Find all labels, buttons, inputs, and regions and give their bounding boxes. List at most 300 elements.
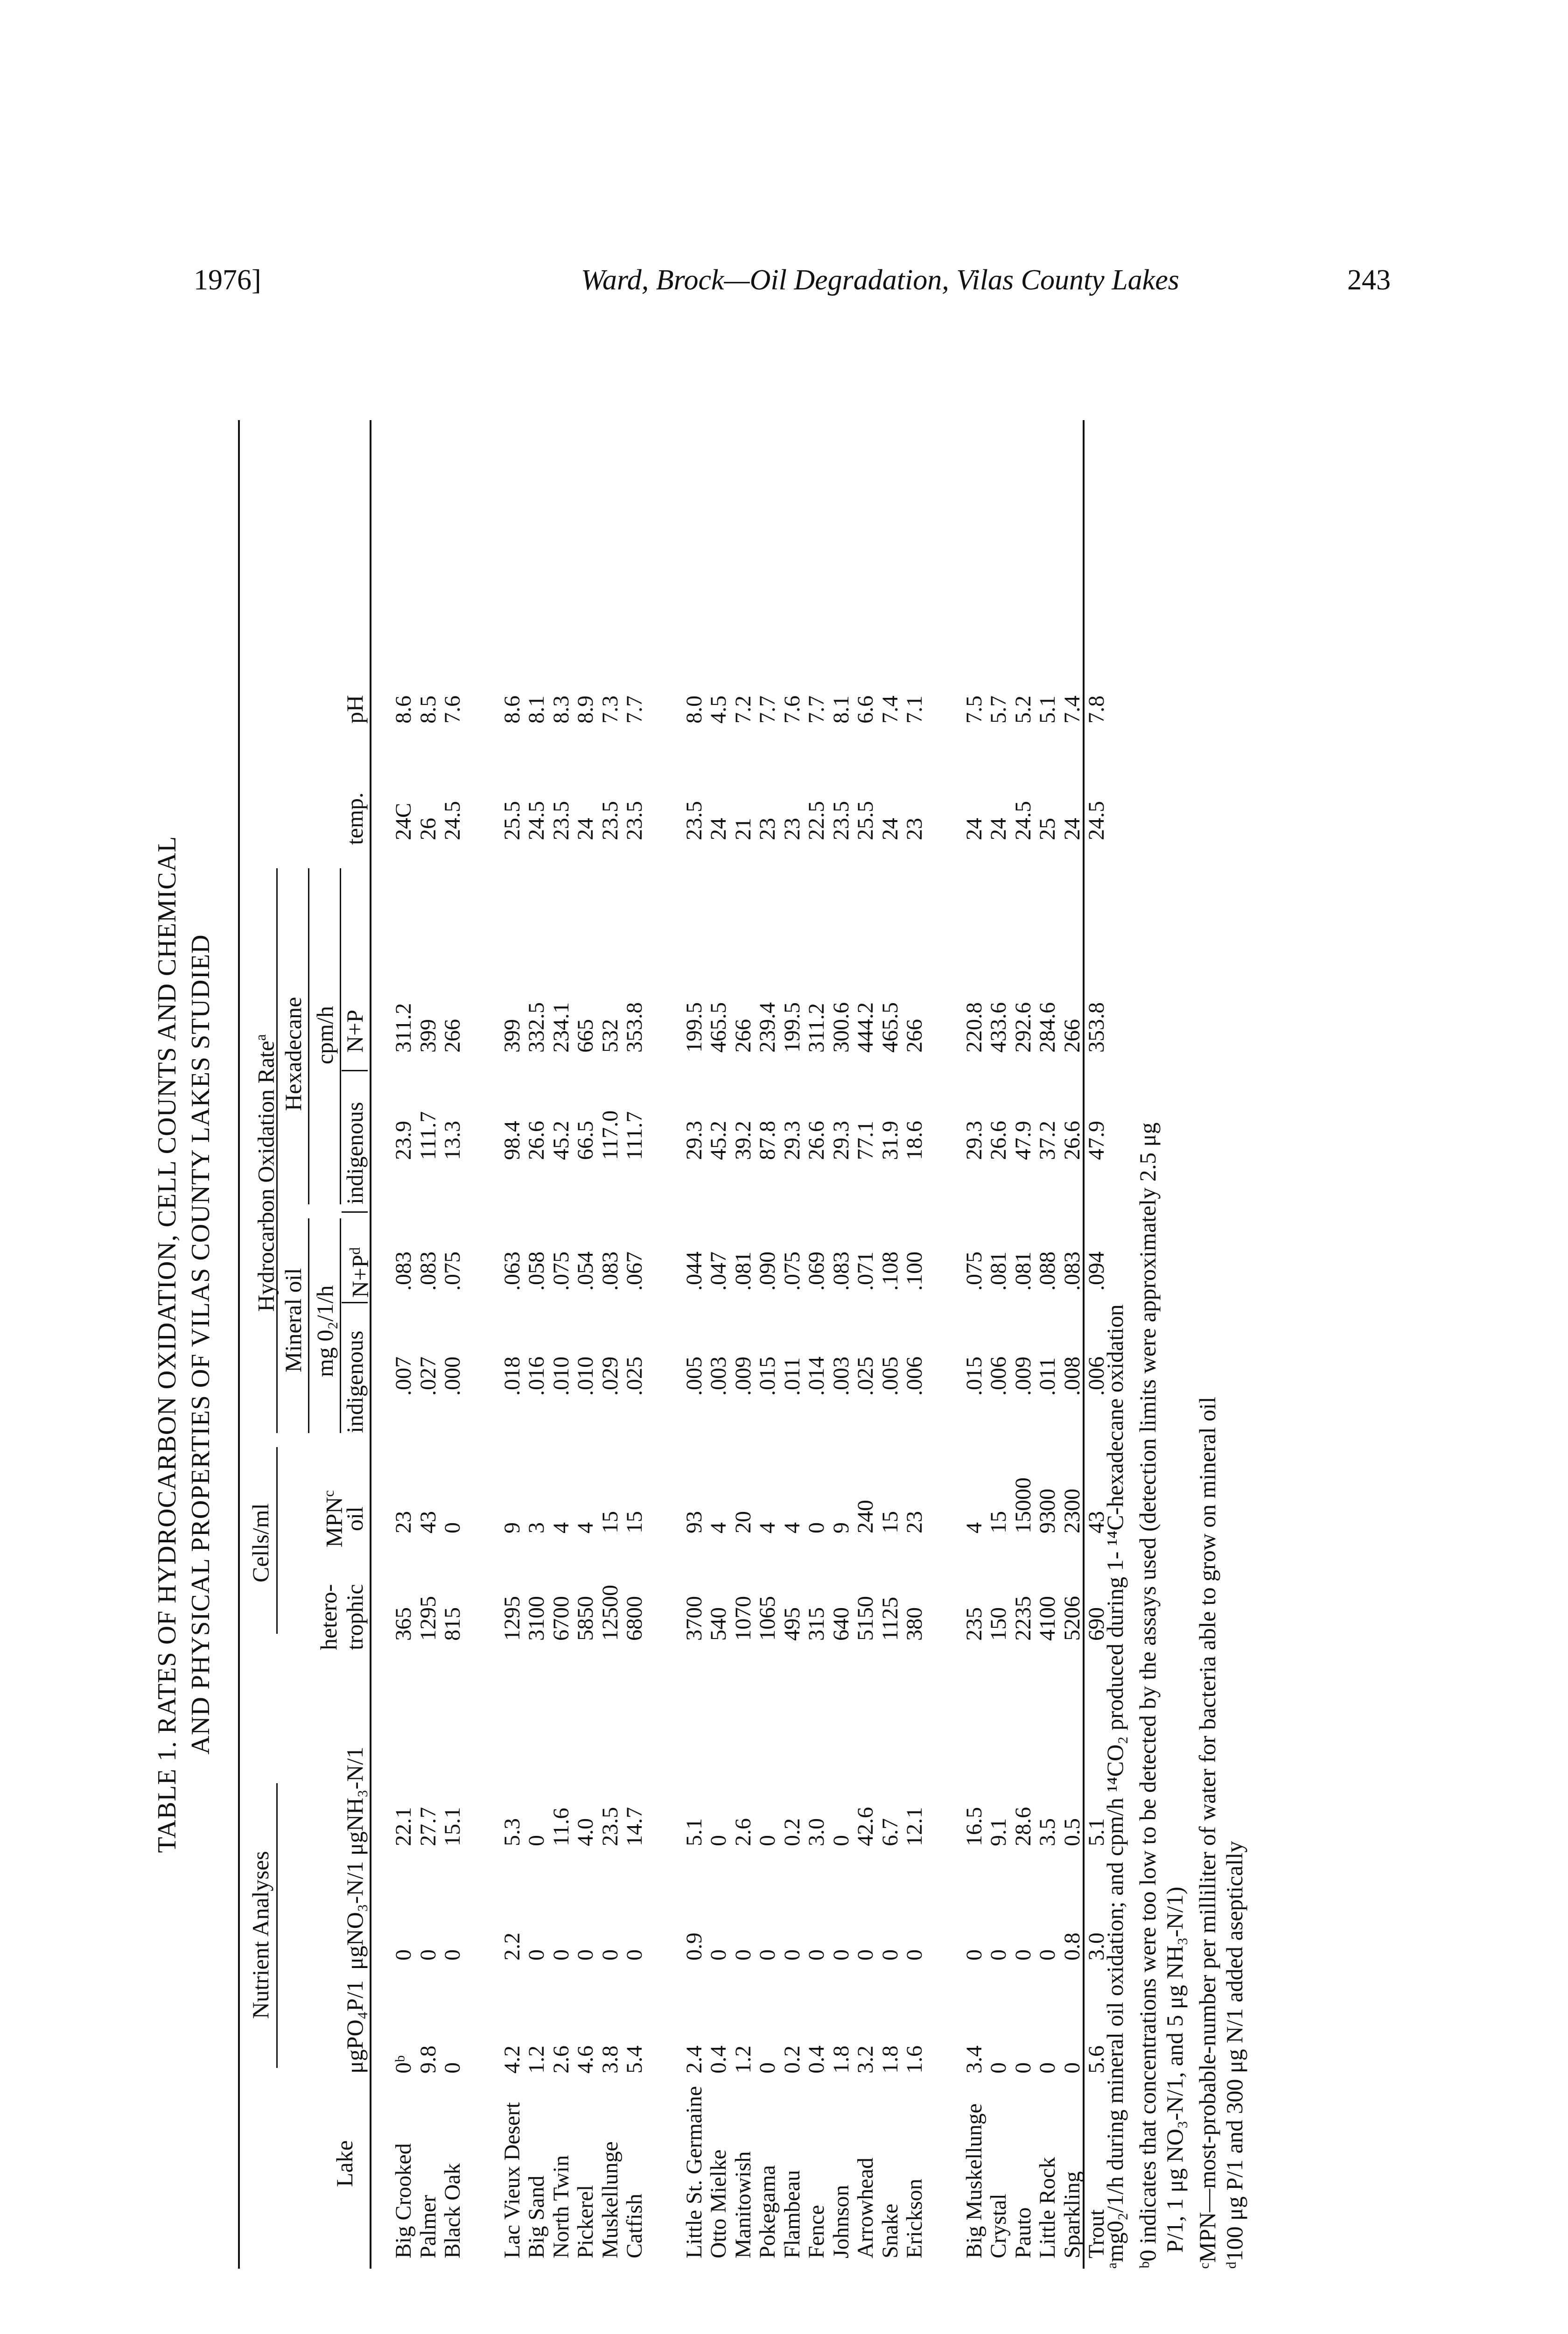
header-mineral-unit: mg 0₂/1/h bbox=[312, 1285, 338, 1377]
footnote-b-line2: P/1, 1 μg NO₃-N/1, and 5 μg NH₃-N/1) bbox=[1162, 1886, 1188, 2253]
hexadecane-indigenous: 26.6 bbox=[1059, 1121, 1085, 1160]
col-hexa-indigenous: indigenous bbox=[342, 1102, 368, 1204]
mineral-oil-indigenous: .009 bbox=[1010, 1357, 1036, 1396]
heterotrophic-count: 540 bbox=[706, 1607, 731, 1641]
hydrocarbon-label: Hydrocarbon Oxidation Rate bbox=[252, 1040, 279, 1312]
nh3-value: 3.5 bbox=[1035, 1818, 1060, 1846]
mpn-value: 0 bbox=[804, 1522, 829, 1533]
ph-value: 7.2 bbox=[730, 696, 756, 724]
nh3-value: 42.6 bbox=[853, 1807, 878, 1846]
mineral-oil-indigenous: .014 bbox=[804, 1357, 829, 1396]
hexadecane-rule bbox=[308, 868, 309, 1204]
hexadecane-np: 465.5 bbox=[877, 1002, 903, 1053]
col-mpn-label: MPN bbox=[321, 1497, 347, 1547]
mineral-oil-np: .083 bbox=[391, 1251, 416, 1291]
temperature: 24C bbox=[391, 802, 416, 840]
heterotrophic-count: 365 bbox=[391, 1607, 416, 1641]
temperature: 26 bbox=[415, 818, 441, 840]
hydrocarbon-sup: a bbox=[252, 1034, 269, 1041]
lake-name: Catfish bbox=[622, 2193, 647, 2258]
temperature: 24 bbox=[706, 818, 731, 840]
mpn-value: 4 bbox=[779, 1522, 805, 1533]
ph-value: 8.1 bbox=[524, 696, 549, 724]
ph-value: 7.5 bbox=[961, 696, 987, 724]
heterotrophic-count: 5206 bbox=[1059, 1596, 1085, 1641]
mineral-oil-np: .067 bbox=[622, 1251, 647, 1291]
no3-value: 2.2 bbox=[499, 1933, 525, 1961]
col-no3: μgNO₃-N/1 bbox=[342, 1861, 368, 1970]
mpn-value: 20 bbox=[730, 1511, 756, 1533]
no3-value: 0 bbox=[548, 1949, 574, 1961]
hexadecane-indigenous: 98.4 bbox=[499, 1121, 525, 1160]
hexadecane-np: 266 bbox=[730, 1019, 756, 1053]
po4-value: 4.2 bbox=[499, 2046, 525, 2074]
mineral-oil-indigenous: .025 bbox=[853, 1357, 878, 1396]
no3-value: 0 bbox=[391, 1949, 416, 1961]
hexadecane-indigenous: 87.8 bbox=[755, 1121, 780, 1160]
mineral-oil-indigenous: .015 bbox=[755, 1357, 780, 1396]
po4-value: 1.8 bbox=[877, 2046, 903, 2074]
table-row bbox=[879, 420, 902, 2269]
table-row bbox=[1012, 420, 1035, 2269]
mineral-oil-np: .054 bbox=[573, 1251, 598, 1291]
mpn-value: 23 bbox=[391, 1511, 416, 1533]
mineral-oil-indigenous: .016 bbox=[524, 1357, 549, 1396]
footnote-b-line1: ᵇ0 indicates that concentrations were too low to be detected by the assays used (detection limits were approximately 2.5 μg bbox=[1134, 1122, 1161, 2269]
hexadecane-np: 199.5 bbox=[779, 1002, 805, 1053]
hexadecane-indigenous: 47.9 bbox=[1010, 1121, 1036, 1160]
nh3-value: 27.7 bbox=[415, 1807, 441, 1846]
col-ph: pH bbox=[342, 695, 368, 724]
temperature: 23 bbox=[755, 818, 780, 840]
mpn-value: 4 bbox=[573, 1522, 598, 1533]
header-cells-per-ml: Cells/ml bbox=[247, 1503, 273, 1582]
col-po4: μgPO₄P/1 bbox=[342, 1980, 368, 2074]
nh3-value: 16.5 bbox=[961, 1807, 987, 1846]
hexadecane-indigenous: 26.6 bbox=[986, 1121, 1011, 1160]
ph-value: 8.5 bbox=[415, 696, 441, 724]
ph-value: 7.6 bbox=[779, 696, 805, 724]
lake-name: Pauto bbox=[1010, 2207, 1036, 2258]
po4-value: 0ᵇ bbox=[391, 2055, 416, 2074]
heterotrophic-count: 690 bbox=[1084, 1607, 1109, 1641]
hexa-unit-rule bbox=[340, 868, 341, 1204]
nh3-value: 3.0 bbox=[804, 1818, 829, 1846]
no3-value: 0.9 bbox=[681, 1933, 707, 1961]
mineral-oil-indigenous: .010 bbox=[548, 1357, 574, 1396]
lake-name: Otto Mielke bbox=[706, 2149, 731, 2258]
temperature: 23.5 bbox=[597, 801, 623, 840]
table-row bbox=[1036, 420, 1059, 2269]
hexadecane-np: 284.6 bbox=[1035, 1002, 1060, 1053]
lake-name: Trout bbox=[1084, 2209, 1109, 2258]
nh3-value: 11.6 bbox=[548, 1807, 574, 1846]
table-row bbox=[732, 420, 755, 2269]
hexadecane-np: 239.4 bbox=[755, 1002, 780, 1053]
mineral-oil-indigenous: .011 bbox=[779, 1357, 805, 1396]
no3-value: 0 bbox=[706, 1949, 731, 1961]
nh3-value: 0 bbox=[706, 1835, 731, 1846]
temperature: 23 bbox=[902, 818, 927, 840]
temperature: 22.5 bbox=[804, 801, 829, 840]
lake-name: Lac Vieux Desert bbox=[499, 2102, 525, 2258]
mpn-value: 4 bbox=[755, 1522, 780, 1533]
hexadecane-np: 300.6 bbox=[828, 1002, 854, 1053]
temperature: 23 bbox=[779, 818, 805, 840]
no3-value: 0 bbox=[1035, 1949, 1060, 1961]
nh3-value: 28.6 bbox=[1010, 1807, 1036, 1846]
nh3-value: 12.1 bbox=[902, 1807, 927, 1846]
running-title: Ward, Brock—Oil Degradation, Vilas County Lakes bbox=[581, 264, 1179, 296]
ph-value: 8.0 bbox=[681, 696, 707, 724]
nh3-value: 14.7 bbox=[622, 1807, 647, 1846]
no3-value: 0 bbox=[828, 1949, 854, 1961]
col-hetero-line1: hetero- bbox=[315, 1584, 342, 1650]
header-mineral-oil: Mineral oil bbox=[280, 1268, 306, 1372]
mineral-oil-indigenous: .003 bbox=[828, 1357, 854, 1396]
heterotrophic-count: 380 bbox=[902, 1607, 927, 1641]
ph-value: 8.9 bbox=[573, 696, 598, 724]
nh3-value: 5.1 bbox=[1084, 1818, 1109, 1846]
po4-value: 0.2 bbox=[779, 2046, 805, 2074]
mineral-oil-indigenous: .025 bbox=[622, 1357, 647, 1396]
journal-year: 1976] bbox=[194, 264, 261, 296]
nh3-value: 0.2 bbox=[779, 1818, 805, 1846]
hexadecane-indigenous: 29.3 bbox=[681, 1121, 707, 1160]
mpn-value: 15 bbox=[877, 1511, 903, 1533]
nh3-value: 0 bbox=[524, 1835, 549, 1846]
temperature: 23.5 bbox=[828, 801, 854, 840]
heterotrophic-count: 640 bbox=[828, 1607, 854, 1641]
ph-value: 7.7 bbox=[622, 696, 647, 724]
table-row bbox=[392, 420, 415, 2269]
po4-value: 4.6 bbox=[573, 2046, 598, 2074]
no3-value: 3.0 bbox=[1084, 1933, 1109, 1961]
ph-value: 7.7 bbox=[804, 696, 829, 724]
mineral-oil-np: .075 bbox=[548, 1251, 574, 1291]
no3-value: 0 bbox=[853, 1949, 878, 1961]
temperature: 23.5 bbox=[622, 801, 647, 840]
ph-value: 8.1 bbox=[828, 696, 854, 724]
running-head bbox=[194, 264, 1391, 306]
po4-value: 3.4 bbox=[961, 2046, 987, 2074]
ph-value: 8.6 bbox=[499, 696, 525, 724]
footnote-d: ᵈ100 μg P/1 and 300 μg N/1 added aseptically bbox=[1221, 1841, 1247, 2269]
hexadecane-np: 332.5 bbox=[524, 1002, 549, 1053]
po4-value: 1.6 bbox=[902, 2046, 927, 2074]
heterotrophic-count: 1125 bbox=[877, 1596, 903, 1641]
mineral-oil-indigenous: .006 bbox=[902, 1357, 927, 1396]
table-bottom-rule bbox=[1083, 420, 1085, 2269]
rotated-table-page bbox=[140, 420, 1307, 2269]
no3-value: 0 bbox=[440, 1949, 465, 1961]
mineral-col-divider bbox=[342, 1302, 368, 1303]
table-row bbox=[805, 420, 828, 2269]
mineral-oil-np: .058 bbox=[524, 1251, 549, 1291]
heterotrophic-count: 3100 bbox=[524, 1596, 549, 1641]
po4-value: 0 bbox=[440, 2062, 465, 2074]
nh3-value: 6.7 bbox=[877, 1818, 903, 1846]
ph-value: 5.1 bbox=[1035, 696, 1060, 724]
no3-value: 0 bbox=[877, 1949, 903, 1961]
heterotrophic-count: 1295 bbox=[499, 1596, 525, 1641]
table-caption-line-2: AND PHYSICAL PROPERTIES OF VILAS COUNTY LAKES STUDIED bbox=[186, 934, 215, 1755]
po4-value: 0.4 bbox=[804, 2046, 829, 2074]
heterotrophic-count: 12500 bbox=[597, 1585, 623, 1641]
po4-value: 1.2 bbox=[730, 2046, 756, 2074]
hexadecane-np: 444.2 bbox=[853, 1002, 878, 1053]
mineral-oil-indigenous: .005 bbox=[877, 1357, 903, 1396]
nutrient-group-rule bbox=[276, 1783, 278, 2068]
nh3-value: 23.5 bbox=[597, 1807, 623, 1846]
hexadecane-np: 399 bbox=[415, 1019, 441, 1053]
mpn-value: 2300 bbox=[1059, 1489, 1085, 1533]
ph-value: 8.3 bbox=[548, 696, 574, 724]
po4-value: 1.2 bbox=[524, 2046, 549, 2074]
table-top-rule bbox=[238, 420, 240, 2269]
table-row bbox=[574, 420, 597, 2269]
header-nutrient-analyses: Nutrient Analyses bbox=[247, 1851, 273, 2019]
hexadecane-np: 532 bbox=[597, 1019, 623, 1053]
temperature: 25.5 bbox=[499, 801, 525, 840]
mineral-oil-np: .063 bbox=[499, 1251, 525, 1291]
table-row bbox=[550, 420, 573, 2269]
mpn-value: 4 bbox=[961, 1522, 987, 1533]
table-row bbox=[707, 420, 730, 2269]
ph-value: 8.6 bbox=[391, 696, 416, 724]
mpn-value: 93 bbox=[681, 1511, 707, 1533]
hexadecane-indigenous: 26.6 bbox=[524, 1121, 549, 1160]
ph-value: 7.6 bbox=[440, 696, 465, 724]
table-row bbox=[623, 420, 646, 2269]
mineral-oil-indigenous: .006 bbox=[986, 1357, 1011, 1396]
header-hexa-unit: cpm/h bbox=[312, 1006, 338, 1064]
nh3-value: 0.5 bbox=[1059, 1818, 1085, 1846]
lake-name: Flambeau bbox=[779, 2170, 805, 2258]
nh3-value: 5.3 bbox=[499, 1818, 525, 1846]
nh3-value: 4.0 bbox=[573, 1818, 598, 1846]
no3-value: 0 bbox=[730, 1949, 756, 1961]
no3-value: 0 bbox=[755, 1949, 780, 1961]
group-col-divider bbox=[342, 1211, 368, 1213]
mineral-oil-np: .094 bbox=[1084, 1251, 1109, 1291]
col-mineral-indigenous: indigenous bbox=[342, 1330, 368, 1433]
no3-value: 0 bbox=[524, 1949, 549, 1961]
ph-value: 5.2 bbox=[1010, 696, 1036, 724]
po4-value: 2.4 bbox=[681, 2046, 707, 2074]
hexadecane-indigenous: 117.0 bbox=[597, 1110, 623, 1160]
temperature: 24.5 bbox=[440, 801, 465, 840]
mineral-oil-np: .081 bbox=[1010, 1251, 1036, 1291]
footnote-a: ᵃmg0₂/1/h during mineral oil oxidation; and cpm/h ¹⁴CO₂ produced during 1- ¹⁴C-hexadecane oxidation bbox=[1102, 1304, 1128, 2269]
hexadecane-np: 266 bbox=[902, 1019, 927, 1053]
table-row bbox=[781, 420, 804, 2269]
heterotrophic-count: 495 bbox=[779, 1607, 805, 1641]
hydrocarbon-group-rule bbox=[276, 868, 278, 1433]
page-number: 243 bbox=[1347, 264, 1391, 296]
mineral-oil-indigenous: .029 bbox=[597, 1357, 623, 1396]
heterotrophic-count: 5150 bbox=[853, 1596, 878, 1641]
ph-value: 7.7 bbox=[755, 696, 780, 724]
mineral-oil-indigenous: .000 bbox=[440, 1357, 465, 1396]
heterotrophic-count: 1070 bbox=[730, 1596, 756, 1641]
col-nh3: μgNH₃-N/1 bbox=[342, 1746, 368, 1856]
temperature: 25 bbox=[1035, 818, 1060, 840]
table-row bbox=[683, 420, 706, 2269]
lake-name: North Twin bbox=[548, 2155, 574, 2258]
hexadecane-indigenous: 26.6 bbox=[804, 1121, 829, 1160]
heterotrophic-count: 2235 bbox=[1010, 1596, 1036, 1641]
hexadecane-indigenous: 111.7 bbox=[415, 1111, 441, 1160]
lake-name: Crystal bbox=[986, 2193, 1011, 2258]
po4-value: 3.8 bbox=[597, 2046, 623, 2074]
mineral-oil-np: .100 bbox=[902, 1251, 927, 1291]
lake-name: Snake bbox=[877, 2203, 903, 2258]
no3-value: 0 bbox=[779, 1949, 805, 1961]
lake-name: Little St. Germaine bbox=[681, 2086, 707, 2258]
mpn-value: 3 bbox=[524, 1522, 549, 1533]
hexadecane-np: 311.2 bbox=[804, 1003, 829, 1053]
table-row bbox=[854, 420, 877, 2269]
hexadecane-np: 311.2 bbox=[391, 1003, 416, 1053]
lake-name: Big Sand bbox=[524, 2175, 549, 2258]
mineral-unit-rule bbox=[340, 1218, 341, 1433]
nh3-value: 0 bbox=[755, 1835, 780, 1846]
header-hydrocarbon-oxidation bbox=[247, 1034, 279, 1312]
hexadecane-indigenous: 47.9 bbox=[1084, 1121, 1109, 1160]
hexadecane-indigenous: 13.3 bbox=[440, 1121, 465, 1160]
col-temp: temp. bbox=[342, 792, 368, 845]
mpn-value: 15000 bbox=[1010, 1477, 1036, 1533]
hexadecane-indigenous: 37.2 bbox=[1035, 1121, 1060, 1160]
mpn-value: 15 bbox=[622, 1511, 647, 1533]
hexadecane-indigenous: 111.7 bbox=[622, 1111, 647, 1160]
mineral-oil-indigenous: .009 bbox=[730, 1357, 756, 1396]
table-row bbox=[1061, 420, 1084, 2269]
col-mineral-np bbox=[342, 1247, 373, 1298]
table-row bbox=[903, 420, 926, 2269]
mineral-oil-indigenous: .005 bbox=[681, 1357, 707, 1396]
heterotrophic-count: 6700 bbox=[548, 1596, 574, 1641]
po4-value: 0 bbox=[1010, 2062, 1036, 2074]
no3-value: 0 bbox=[804, 1949, 829, 1961]
lake-name: Muskellunge bbox=[597, 2141, 623, 2258]
mpn-value: 43 bbox=[1084, 1511, 1109, 1533]
mpn-value: 240 bbox=[853, 1500, 878, 1533]
po4-value: 0 bbox=[986, 2062, 1011, 2074]
mineral-oil-np: .083 bbox=[597, 1251, 623, 1291]
lake-name: Arrowhead bbox=[853, 2158, 878, 2258]
heterotrophic-count: 315 bbox=[804, 1607, 829, 1641]
mpn-value: 9300 bbox=[1035, 1489, 1060, 1533]
heterotrophic-count: 1295 bbox=[415, 1596, 441, 1641]
mineral-oil-np: .071 bbox=[853, 1251, 878, 1291]
col-mineral-np-sup: d bbox=[346, 1247, 363, 1255]
nh3-value: 2.6 bbox=[730, 1818, 756, 1846]
hexadecane-np: 465.5 bbox=[706, 1002, 731, 1053]
lake-name: Palmer bbox=[415, 2195, 441, 2258]
col-mpn-sup: c bbox=[320, 1490, 337, 1497]
no3-value: 0 bbox=[622, 1949, 647, 1961]
header-bottom-rule bbox=[370, 420, 371, 2269]
col-mpn-line2: oil bbox=[342, 1506, 368, 1531]
po4-value: 0 bbox=[1035, 2062, 1060, 2074]
no3-value: 0 bbox=[573, 1949, 598, 1961]
mineral-oil-rule bbox=[308, 1218, 309, 1433]
heterotrophic-count: 1065 bbox=[755, 1596, 780, 1641]
mineral-oil-np: .075 bbox=[779, 1251, 805, 1291]
table-row bbox=[987, 420, 1010, 2269]
mineral-oil-indigenous: .007 bbox=[391, 1357, 416, 1396]
heterotrophic-count: 815 bbox=[440, 1607, 465, 1641]
mineral-oil-np: .090 bbox=[755, 1251, 780, 1291]
no3-value: 0 bbox=[902, 1949, 927, 1961]
hexadecane-indigenous: 23.9 bbox=[391, 1121, 416, 1160]
ph-value: 6.6 bbox=[853, 696, 878, 724]
mpn-value: 43 bbox=[415, 1511, 441, 1533]
col-mineral-np-label: N+P bbox=[347, 1254, 373, 1298]
lake-name: Manitowish bbox=[730, 2151, 756, 2258]
hexadecane-np: 220.8 bbox=[961, 1002, 987, 1053]
mpn-value: 4 bbox=[548, 1522, 574, 1533]
ph-value: 5.7 bbox=[986, 696, 1011, 724]
hexadecane-np: 433.6 bbox=[986, 1002, 1011, 1053]
hexadecane-np: 353.8 bbox=[1084, 1002, 1109, 1053]
mineral-oil-np: .075 bbox=[440, 1251, 465, 1291]
nh3-value: 22.1 bbox=[391, 1807, 416, 1846]
nh3-value: 0 bbox=[828, 1835, 854, 1846]
temperature: 24 bbox=[986, 818, 1011, 840]
mineral-oil-np: .083 bbox=[828, 1251, 854, 1291]
heterotrophic-count: 3700 bbox=[681, 1596, 707, 1641]
hexadecane-np: 234.1 bbox=[548, 1002, 574, 1053]
temperature: 21 bbox=[730, 818, 756, 840]
hexadecane-indigenous: 45.2 bbox=[706, 1121, 731, 1160]
col-hetero-line2: trophic bbox=[342, 1584, 368, 1650]
po4-value: 0 bbox=[755, 2062, 780, 2074]
hexadecane-np: 399 bbox=[499, 1019, 525, 1053]
hexadecane-indigenous: 77.1 bbox=[853, 1121, 878, 1160]
table-row bbox=[756, 420, 779, 2269]
lake-name: Big Muskellunge bbox=[961, 2103, 987, 2258]
mineral-oil-np: .081 bbox=[986, 1251, 1011, 1291]
temperature: 24.5 bbox=[1010, 801, 1036, 840]
mineral-oil-indigenous: .011 bbox=[1035, 1357, 1060, 1396]
mpn-value: 23 bbox=[902, 1511, 927, 1533]
temperature: 24.5 bbox=[524, 801, 549, 840]
no3-value: 0.8 bbox=[1059, 1933, 1085, 1961]
table-caption bbox=[150, 420, 217, 2269]
hexadecane-indigenous: 18.6 bbox=[902, 1121, 927, 1160]
hexa-col-divider bbox=[342, 1070, 368, 1071]
hexadecane-np: 665 bbox=[573, 1019, 598, 1053]
lake-name: Pokegama bbox=[755, 2165, 780, 2258]
temperature: 24.5 bbox=[1084, 801, 1109, 840]
mpn-value: 4 bbox=[706, 1522, 731, 1533]
mineral-oil-np: .083 bbox=[415, 1251, 441, 1291]
table-row bbox=[599, 420, 622, 2269]
col-lake: Lake bbox=[331, 2140, 357, 2187]
lake-name: Pickerel bbox=[573, 2185, 598, 2258]
po4-value: 0.4 bbox=[706, 2046, 731, 2074]
mineral-oil-indigenous: .018 bbox=[499, 1357, 525, 1396]
heterotrophic-count: 235 bbox=[961, 1607, 987, 1641]
no3-value: 0 bbox=[597, 1949, 623, 1961]
temperature: 24 bbox=[1059, 818, 1085, 840]
mineral-oil-np: .069 bbox=[804, 1251, 829, 1291]
po4-value: 3.2 bbox=[853, 2046, 878, 2074]
table-row bbox=[830, 420, 853, 2269]
